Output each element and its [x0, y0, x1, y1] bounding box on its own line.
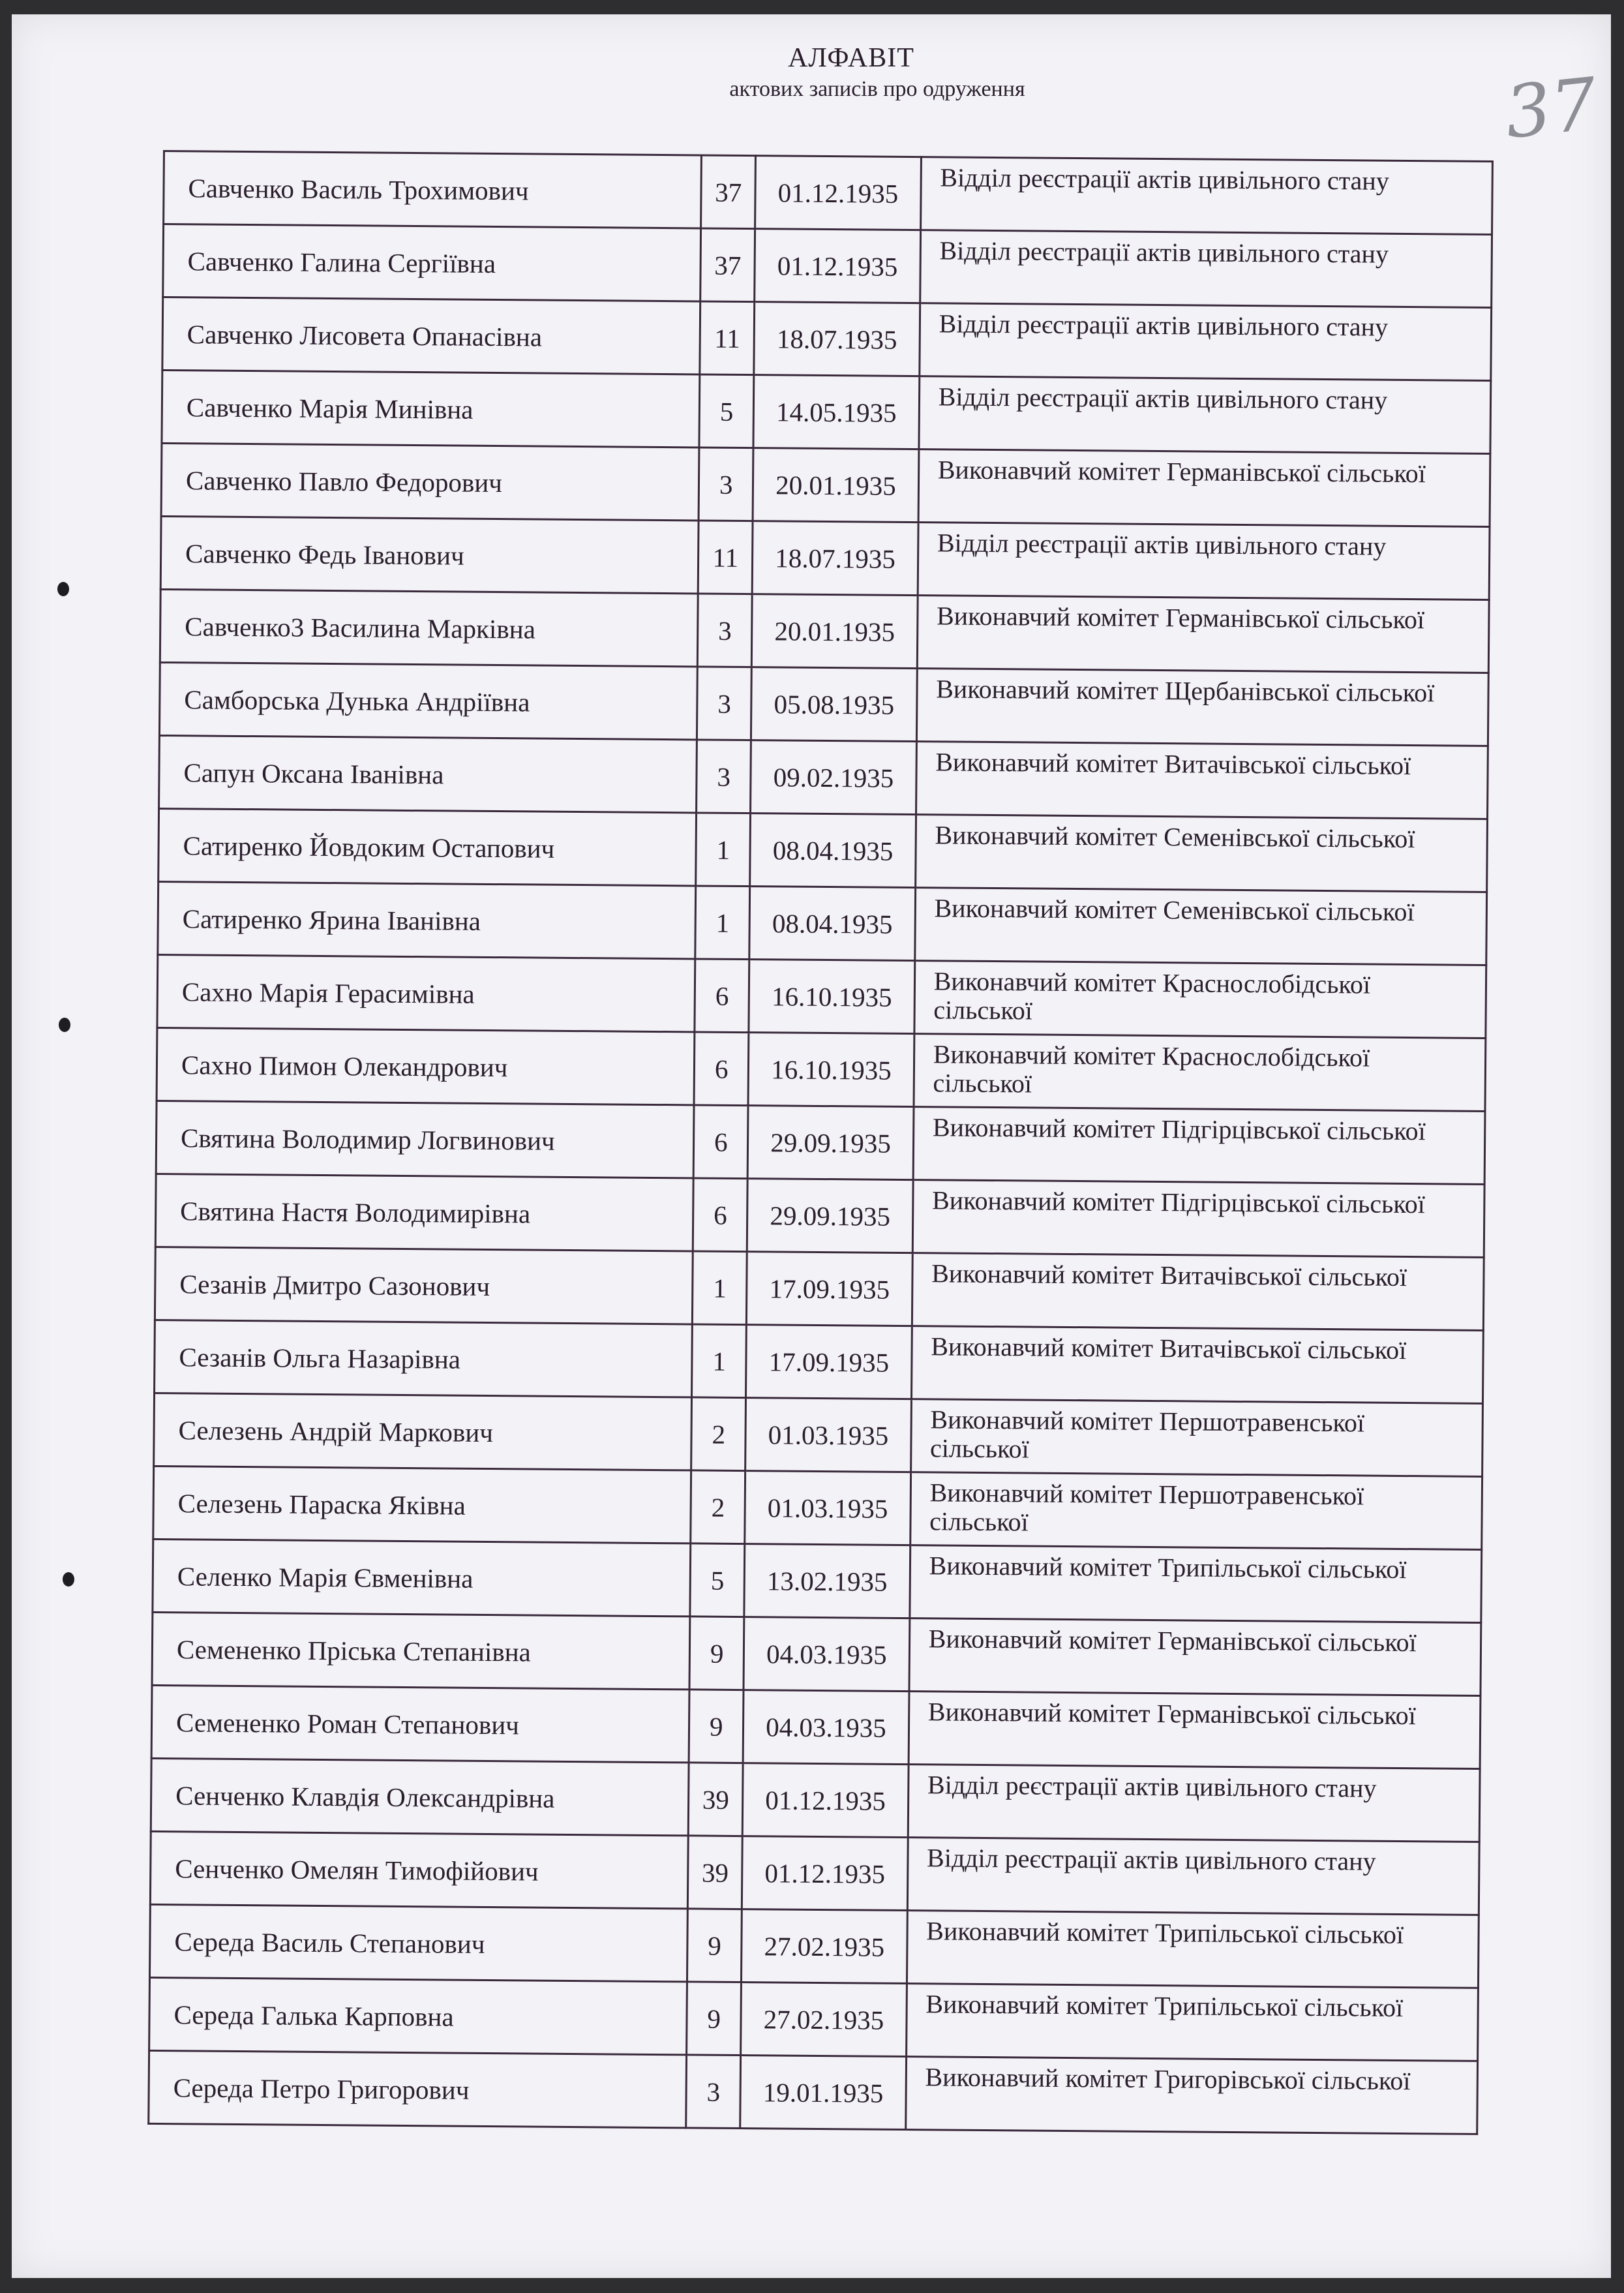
- table-row: [149, 1977, 1479, 2061]
- record-date-cell: 17.09.1935: [747, 1252, 912, 1326]
- record-number-cell: 5: [690, 1543, 745, 1617]
- table-row: [155, 1320, 1484, 1403]
- record-number-cell: 2: [691, 1470, 745, 1544]
- registry-office-cell: Виконавчий комітет Семенівської сільської: [915, 815, 1487, 892]
- table-row: [160, 516, 1490, 600]
- record-number-cell: 1: [696, 813, 751, 887]
- record-number-cell: 6: [694, 1032, 749, 1106]
- record-date-cell: 04.03.1935: [744, 1617, 909, 1692]
- record-number-cell: 3: [697, 740, 751, 813]
- record-date-cell: 18.07.1935: [754, 302, 920, 376]
- registry-office-cell: Виконавчий комітет Семенівської сільської: [914, 888, 1486, 965]
- record-date-cell: 01.03.1935: [745, 1398, 911, 1472]
- person-name-cell: Савченко Галина Сергіївна: [163, 224, 701, 301]
- table-row: [158, 808, 1488, 892]
- record-number-cell: 11: [698, 521, 753, 594]
- table-row: [164, 151, 1493, 235]
- person-name-cell: Семененко Роман Степанович: [151, 1685, 689, 1762]
- table-row: [155, 1174, 1484, 1257]
- registry-office-cell: Виконавчий комітет Григорівської сільської: [905, 2057, 1477, 2134]
- record-date-cell: 01.12.1935: [755, 156, 921, 230]
- record-date-cell: 01.12.1935: [743, 1763, 909, 1838]
- record-number-cell: 9: [689, 1690, 744, 1763]
- record-date-cell: 14.05.1935: [753, 375, 919, 449]
- table-row: [152, 1612, 1481, 1695]
- binder-hole: [59, 1018, 70, 1032]
- table-row: [150, 1831, 1479, 1915]
- document-title: АЛФАВІТ: [788, 43, 914, 73]
- person-name-cell: Савченко Федь Іванович: [160, 516, 699, 593]
- record-date-cell: 27.02.1935: [742, 1909, 907, 1984]
- person-name-cell: Савченко Павло Федорович: [161, 443, 699, 520]
- person-name-cell: Середа Петро Григорович: [149, 2050, 687, 2127]
- records-table-body: [149, 151, 1493, 2134]
- person-name-cell: Семененко Пріська Степанівна: [152, 1612, 690, 1689]
- record-number-cell: 11: [700, 301, 755, 375]
- person-name-cell: Савченко Василь Трохимович: [164, 151, 702, 228]
- person-name-cell: Савченко Лисовета Опанасівна: [162, 297, 700, 374]
- registry-office-cell: Виконавчий комітет Підгірцівської сільської: [913, 1107, 1485, 1185]
- record-date-cell: 01.03.1935: [745, 1471, 910, 1545]
- handwritten-page-number: 37: [1501, 62, 1601, 155]
- record-number-cell: 1: [693, 1251, 747, 1325]
- table-row: [162, 297, 1492, 381]
- person-name-cell: Сапун Оксана Іванівна: [159, 735, 697, 812]
- registry-office-cell: Виконавчий комітет Германівської сільської: [909, 1618, 1481, 1696]
- registry-office-cell: Відділ реєстрації актів цивільного стану: [919, 303, 1491, 381]
- person-name-cell: Савченко3 Василина Марківна: [160, 589, 698, 666]
- person-name-cell: Сезанів Ольга Назарівна: [155, 1320, 693, 1397]
- registry-office-cell: Виконавчий комітет Краснослобідської сільської: [914, 961, 1486, 1039]
- record-date-cell: 18.07.1935: [752, 521, 918, 596]
- registry-office-cell: Відділ реєстрації актів цивільного стану: [908, 1765, 1480, 1842]
- table-row: [154, 1393, 1483, 1476]
- record-number-cell: 6: [693, 1105, 748, 1179]
- record-date-cell: 20.01.1935: [752, 594, 918, 669]
- record-date-cell: 27.02.1935: [741, 1982, 907, 2057]
- person-name-cell: Святина Володимир Логвинович: [156, 1101, 694, 1177]
- person-name-cell: Сахно Пимон Олекандрович: [157, 1027, 695, 1104]
- record-date-cell: 16.10.1935: [749, 960, 914, 1034]
- record-date-cell: 20.01.1935: [753, 448, 918, 523]
- registry-office-cell: Відділ реєстрації актів цивільного стану: [920, 230, 1492, 308]
- person-name-cell: Сезанів Дмитро Сазонович: [155, 1247, 693, 1324]
- records-table-wrapper: [147, 150, 1494, 2135]
- record-number-cell: 2: [691, 1397, 746, 1471]
- person-name-cell: Селезень Андрій Маркович: [154, 1393, 692, 1470]
- record-date-cell: 08.04.1935: [749, 887, 915, 961]
- records-table: [147, 150, 1494, 2135]
- record-date-cell: 13.02.1935: [744, 1544, 910, 1618]
- table-row: [157, 1027, 1486, 1111]
- person-name-cell: Сатиренко Ярина Іванівна: [158, 881, 696, 958]
- registry-office-cell: Виконавчий комітет Трипільської сільської: [906, 1984, 1478, 2061]
- person-name-cell: Савченко Марія Минівна: [162, 371, 700, 448]
- table-row: [158, 881, 1487, 965]
- person-name-cell: Сенченко Омелян Тимофійович: [150, 1831, 688, 1908]
- record-date-cell: 16.10.1935: [748, 1033, 914, 1107]
- registry-office-cell: Відділ реєстрації актів цивільного стану: [920, 157, 1492, 235]
- record-number-cell: 3: [698, 594, 753, 667]
- person-name-cell: Сахно Марія Герасимівна: [157, 954, 695, 1031]
- record-number-cell: 9: [689, 1617, 744, 1690]
- record-date-cell: 17.09.1935: [746, 1325, 912, 1399]
- table-row: [163, 224, 1492, 308]
- record-number-cell: 9: [687, 1909, 742, 1982]
- person-name-cell: Селенко Марія Євменівна: [153, 1539, 691, 1616]
- person-name-cell: Сенченко Клавдія Олександрівна: [151, 1758, 689, 1835]
- table-row: [151, 1685, 1481, 1769]
- record-date-cell: 04.03.1935: [743, 1690, 909, 1765]
- registry-office-cell: Виконавчий комітет Германівської сільської: [917, 596, 1489, 673]
- table-row: [162, 371, 1491, 454]
- record-number-cell: 37: [700, 228, 755, 302]
- registry-office-cell: Виконавчий комітет Витачівської сільської: [912, 1253, 1484, 1331]
- person-name-cell: Самборська Дунька Андріївна: [159, 662, 697, 739]
- table-row: [161, 443, 1490, 526]
- record-date-cell: 01.12.1935: [742, 1836, 908, 1911]
- registry-office-cell: Відділ реєстрації актів цивільного стану: [919, 376, 1491, 454]
- registry-office-cell: Виконавчий комітет Трипільської сільської: [907, 1911, 1479, 1988]
- registry-office-cell: Відділ реєстрації актів цивільного стану: [907, 1838, 1479, 1915]
- record-number-cell: 1: [695, 886, 750, 960]
- table-row: [160, 589, 1489, 673]
- record-number-cell: 39: [688, 1836, 743, 1909]
- record-number-cell: 9: [687, 1982, 742, 2056]
- person-name-cell: Селезень Параска Яківна: [153, 1466, 691, 1543]
- record-date-cell: 09.02.1935: [751, 740, 916, 815]
- binder-hole: [63, 1572, 74, 1587]
- registry-office-cell: Виконавчий комітет Першотравенської сільської: [910, 1399, 1482, 1477]
- person-name-cell: Середа Галька Карповна: [149, 1977, 687, 2054]
- document-subtitle: актових записів про одруження: [729, 77, 1025, 101]
- registry-office-cell: Виконавчий комітет Витачівської сільської: [911, 1326, 1483, 1404]
- record-number-cell: 1: [692, 1324, 747, 1398]
- record-number-cell: 5: [699, 374, 754, 448]
- table-row: [157, 954, 1486, 1038]
- registry-office-cell: Виконавчий комітет Германівської сільської: [909, 1692, 1481, 1769]
- record-date-cell: 19.01.1935: [740, 2056, 906, 2130]
- table-row: [149, 1904, 1479, 1988]
- table-row: [149, 2050, 1478, 2134]
- binder-hole: [57, 582, 69, 596]
- record-date-cell: 01.12.1935: [755, 229, 920, 303]
- registry-office-cell: Виконавчий комітет Першотравенської сільської: [910, 1472, 1482, 1550]
- record-number-cell: 3: [686, 2055, 741, 2129]
- record-date-cell: 08.04.1935: [750, 813, 916, 888]
- record-number-cell: 3: [699, 448, 753, 521]
- table-row: [151, 1758, 1480, 1842]
- record-number-cell: 6: [693, 1178, 747, 1252]
- table-row: [159, 735, 1488, 819]
- registry-office-cell: Відділ реєстрації актів цивільного стану: [918, 523, 1490, 600]
- record-date-cell: 29.09.1935: [747, 1106, 913, 1180]
- registry-office-cell: Виконавчий комітет Підгірцівської сільської: [912, 1180, 1484, 1258]
- table-row: [153, 1539, 1482, 1622]
- person-name-cell: Середа Василь Степанович: [149, 1904, 687, 1981]
- record-number-cell: 3: [697, 667, 752, 740]
- person-name-cell: Сатиренко Йовдоким Остапович: [158, 808, 697, 885]
- table-row: [153, 1466, 1482, 1549]
- table-row: [156, 1101, 1485, 1184]
- record-number-cell: 6: [695, 959, 749, 1033]
- record-number-cell: 39: [688, 1763, 743, 1836]
- registry-office-cell: Виконавчий комітет Трипільської сільської: [910, 1545, 1482, 1623]
- table-row: [155, 1247, 1484, 1330]
- registry-office-cell: Виконавчий комітет Щербанівської сільської: [916, 669, 1488, 746]
- registry-office-cell: Виконавчий комітет Витачівської сільської: [916, 742, 1488, 819]
- record-date-cell: 05.08.1935: [751, 667, 917, 742]
- registry-office-cell: Виконавчий комітет Германівської сільської: [918, 449, 1490, 527]
- person-name-cell: Святина Настя Володимирівна: [155, 1174, 693, 1251]
- record-date-cell: 29.09.1935: [747, 1179, 913, 1253]
- registry-office-cell: Виконавчий комітет Краснослобідської сільської: [914, 1034, 1486, 1112]
- record-number-cell: 37: [701, 155, 756, 229]
- table-row: [159, 662, 1488, 746]
